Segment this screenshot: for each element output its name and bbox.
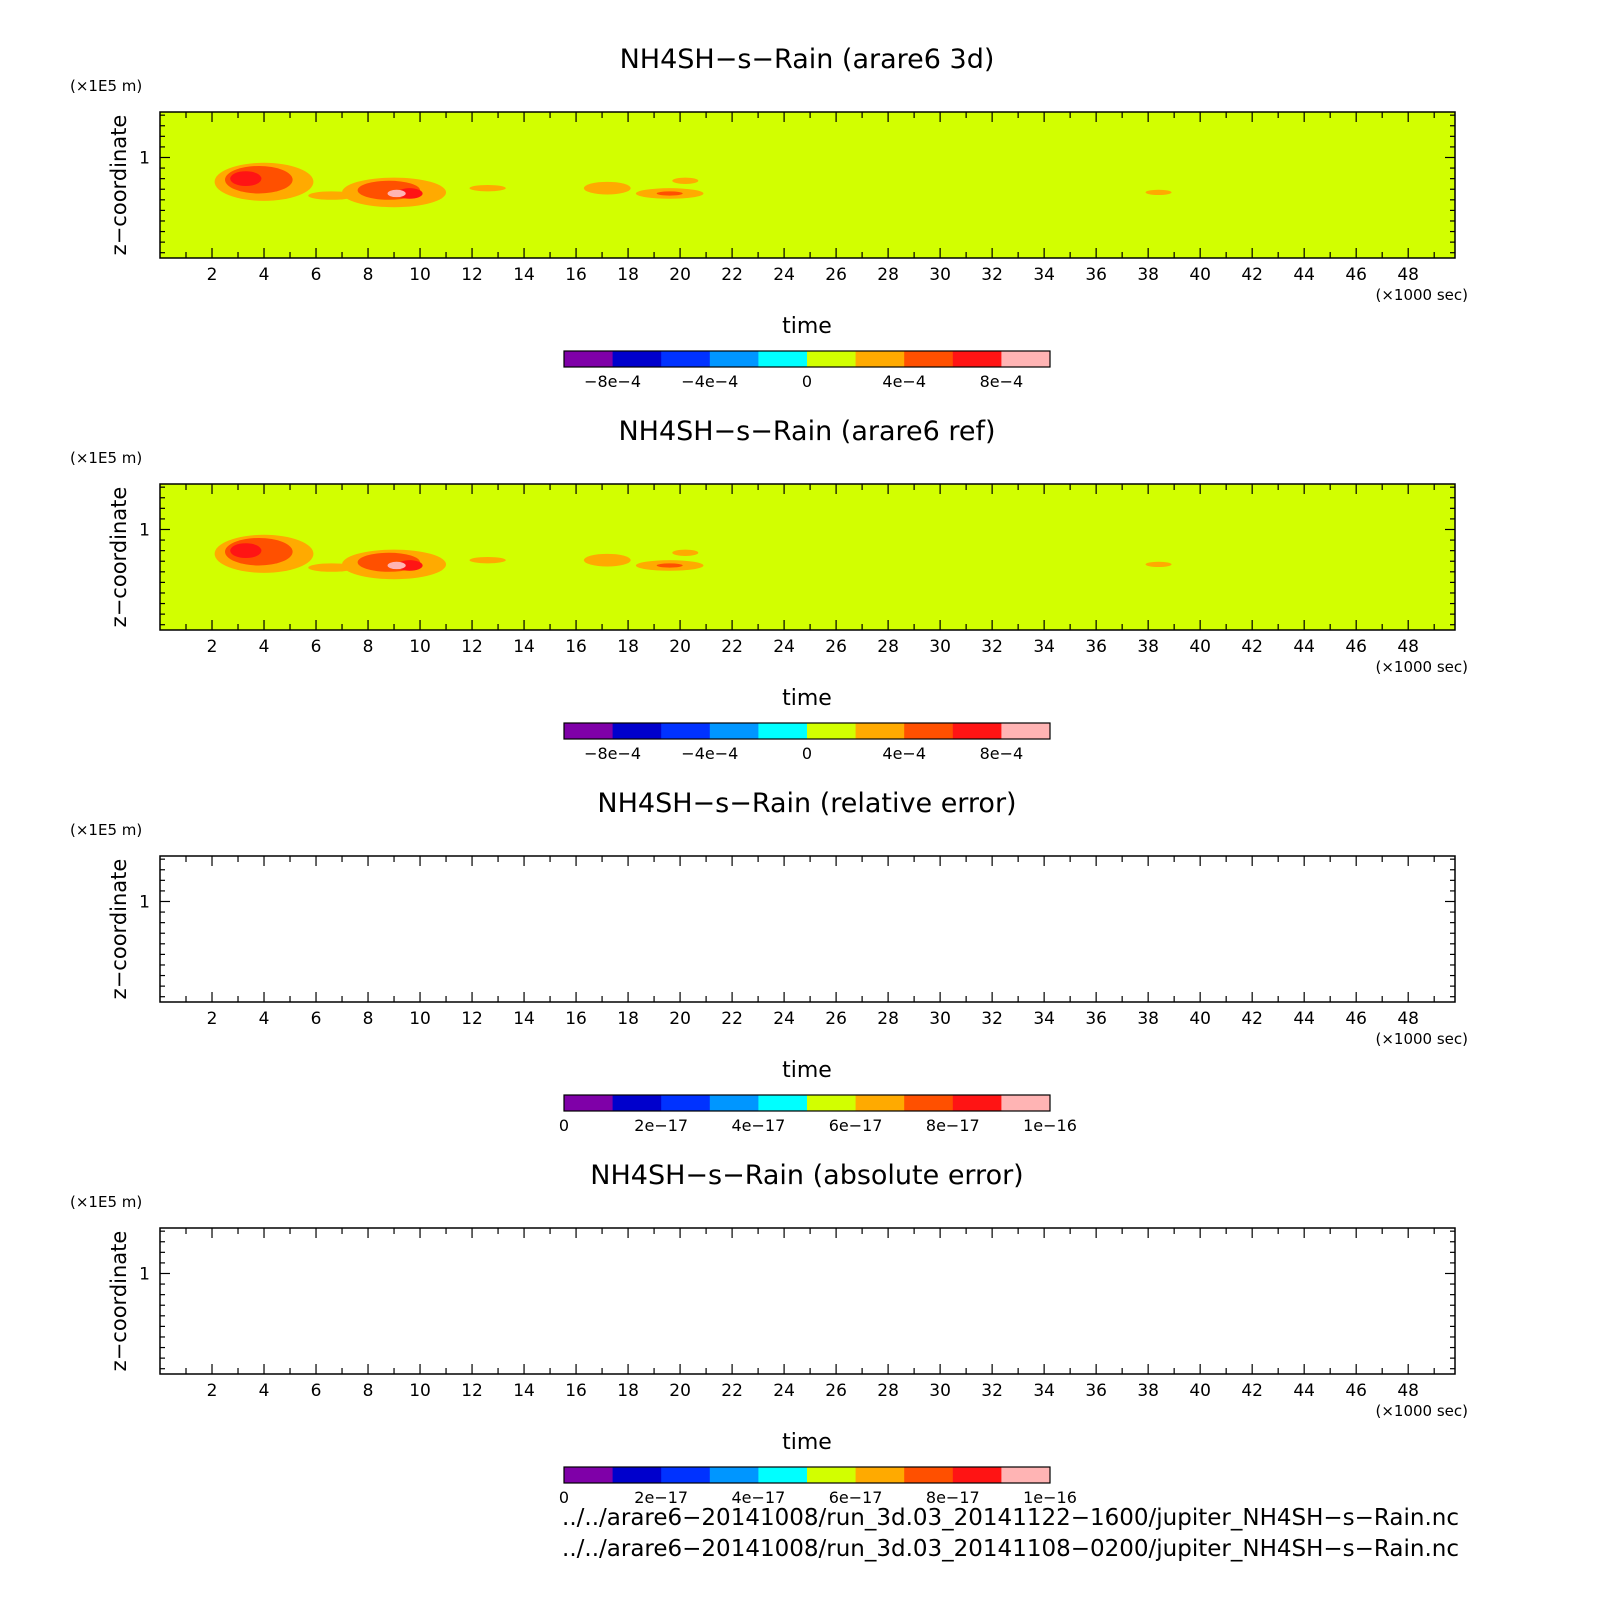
colorbar-swatch-3: [661, 1095, 710, 1111]
colorbar-swatch-5: [758, 1095, 807, 1111]
y-axis-label: z−coordinate: [107, 486, 131, 628]
x-tick-label: 36: [1085, 637, 1107, 657]
colorbar-swatch-6: [807, 723, 856, 739]
colorbar-swatch-2: [613, 1467, 662, 1483]
colorbar-swatch-1: [564, 351, 613, 367]
x-tick-label: 18: [617, 265, 639, 285]
x-tick-label: 30: [929, 1381, 951, 1401]
x-tick-label: 36: [1085, 265, 1107, 285]
x-tick-label: 46: [1345, 1009, 1368, 1029]
colorbar-swatch-5: [758, 1467, 807, 1483]
x-tick-label: 10: [409, 1009, 431, 1029]
x-tick-label: 42: [1241, 1381, 1263, 1401]
x-tick-label: 46: [1345, 265, 1368, 285]
colorbar-swatch-4: [710, 723, 759, 739]
x-tick-label: 42: [1241, 265, 1263, 285]
x-tick-label: 40: [1189, 265, 1211, 285]
x-tick-label: 6: [310, 1009, 322, 1029]
contour-region-13: [672, 550, 698, 556]
colorbar-swatch-5: [758, 723, 807, 739]
colorbar-swatch-8: [904, 1095, 953, 1111]
y-ticks: [160, 859, 1455, 997]
x-tick-label: 30: [929, 637, 951, 657]
contour-region-8: [388, 190, 406, 197]
x-tick-label: 48: [1397, 1009, 1420, 1029]
colorbar-tick-label: 8e−17: [925, 1116, 980, 1135]
colorbar-tick-label: 4e−17: [731, 1488, 786, 1507]
colorbar-swatch-7: [856, 1095, 905, 1111]
x-tick-label: 2: [206, 265, 218, 285]
x-tick-label: 2: [206, 1009, 218, 1029]
x-tick-label: 22: [721, 1381, 743, 1401]
x-tick-label: 44: [1293, 265, 1315, 285]
x-tick-label: 18: [617, 637, 639, 657]
x-tick-label: 32: [981, 1381, 1003, 1401]
x-tick-label: 16: [565, 1009, 587, 1029]
x-tick-label: 8: [362, 265, 374, 285]
x-tick-label: 8: [362, 637, 374, 657]
x-ticks: [186, 1228, 1434, 1374]
colorbar-swatch-4: [710, 1467, 759, 1483]
x-tick-label: 18: [617, 1009, 639, 1029]
colorbar-tick-label: 8e−4: [979, 372, 1024, 391]
colorbar-tick-label: 6e−17: [828, 1116, 883, 1135]
x-tick-label: 48: [1397, 265, 1420, 285]
x-tick-label: 22: [721, 265, 743, 285]
contour-region-12: [657, 191, 683, 195]
y-axis-label: z−coordinate: [107, 114, 131, 256]
x-tick-label: 4: [258, 637, 270, 657]
x-tick-label: 26: [825, 1381, 847, 1401]
y-axis-unit: (×1E5 m): [70, 449, 143, 467]
x-axis-label: time: [782, 1058, 832, 1083]
colorbar-tick-label: 0: [801, 372, 813, 391]
x-tick-label: 10: [409, 637, 431, 657]
contour-region-14: [1146, 562, 1172, 567]
x-axis-unit: (×1000 sec): [1375, 1402, 1468, 1420]
y-ticks: [160, 1231, 1455, 1369]
colorbar-swatch-1: [564, 723, 613, 739]
x-axis-unit: (×1000 sec): [1375, 286, 1468, 304]
x-tick-label: 28: [877, 1381, 899, 1401]
x-tick-label: 46: [1345, 1381, 1368, 1401]
x-tick-label: 34: [1033, 1381, 1055, 1401]
footer-file-path-2: ../../arare6−20141008/run_3d.03_20141108−0200/jupiter_NH4SH−s−Rain.nc: [562, 1536, 1459, 1562]
colorbar-tick-label: 6e−17: [828, 1488, 883, 1507]
x-tick-label: 10: [409, 1381, 431, 1401]
colorbar-swatch-6: [807, 1095, 856, 1111]
colorbar-swatch-4: [710, 1095, 759, 1111]
colorbar-swatch-7: [856, 723, 905, 739]
x-tick-label: 4: [258, 1381, 270, 1401]
y-tick-label: 1: [139, 1264, 150, 1285]
x-tick-label: 38: [1137, 1381, 1159, 1401]
colorbar-swatch-1: [564, 1467, 613, 1483]
x-tick-label: 6: [310, 637, 322, 657]
colorbar-tick-label: 0: [558, 1488, 570, 1507]
x-axis-unit: (×1000 sec): [1375, 658, 1468, 676]
y-axis-unit: (×1E5 m): [70, 821, 143, 839]
x-tick-label: 12: [461, 1381, 483, 1401]
chart-panel-2: [70, 416, 1468, 763]
contour-region-14: [1146, 190, 1172, 195]
y-axis-label: z−coordinate: [107, 1230, 131, 1372]
chart-title: NH4SH−s−Rain (arare6 ref): [618, 416, 996, 447]
x-tick-label: 26: [825, 265, 847, 285]
colorbar-tick-label: 2e−17: [634, 1488, 689, 1507]
colorbar-swatch-7: [856, 351, 905, 367]
x-tick-label: 4: [258, 1009, 270, 1029]
y-axis-unit: (×1E5 m): [70, 77, 143, 95]
x-tick-label: 30: [929, 1009, 951, 1029]
x-tick-label: 28: [877, 1009, 899, 1029]
colorbar-swatch-10: [1001, 1095, 1050, 1111]
x-tick-label: 44: [1293, 637, 1315, 657]
x-tick-label: 2: [206, 1381, 218, 1401]
colorbar-tick-label: 1e−16: [1023, 1116, 1077, 1135]
y-axis-unit: (×1E5 m): [70, 1193, 143, 1211]
x-tick-label: 26: [825, 1009, 847, 1029]
contour-region-13: [672, 178, 698, 184]
x-tick-label: 42: [1241, 637, 1263, 657]
contour-region-8: [388, 562, 406, 569]
colorbar-swatch-10: [1001, 1467, 1050, 1483]
colorbar-swatch-3: [661, 351, 710, 367]
contour-region-9: [469, 557, 505, 563]
x-tick-label: 36: [1085, 1381, 1107, 1401]
colorbar-swatch-9: [953, 1467, 1002, 1483]
colorbar-swatch-9: [953, 723, 1002, 739]
colorbar: [564, 351, 1051, 391]
x-tick-label: 34: [1033, 1009, 1055, 1029]
x-tick-label: 46: [1345, 637, 1368, 657]
contour-region-10: [584, 554, 631, 567]
x-tick-label: 40: [1189, 1381, 1211, 1401]
colorbar-swatch-8: [904, 351, 953, 367]
x-tick-label: 32: [981, 637, 1003, 657]
chart-panel-1: [70, 44, 1468, 391]
contour-region-10: [584, 182, 631, 195]
colorbar-swatch-1: [564, 1095, 613, 1111]
x-tick-label: 48: [1397, 1381, 1420, 1401]
colorbar-tick-label: −4e−4: [681, 372, 739, 391]
colorbar-tick-label: 0: [801, 744, 813, 763]
colorbar-swatch-9: [953, 351, 1002, 367]
x-tick-label: 16: [565, 1381, 587, 1401]
colorbar-tick-label: 4e−4: [882, 372, 927, 391]
x-axis-label: time: [782, 314, 832, 339]
colorbar-swatch-10: [1001, 723, 1050, 739]
x-tick-label: 4: [258, 265, 270, 285]
colorbar-tick-label: −4e−4: [681, 744, 739, 763]
x-tick-label: 38: [1137, 265, 1159, 285]
x-tick-label: 14: [513, 1009, 535, 1029]
chart-panel-3: [70, 788, 1468, 1135]
x-tick-label: 24: [773, 265, 795, 285]
colorbar: [559, 1467, 1077, 1507]
colorbar-swatch-6: [807, 1467, 856, 1483]
colorbar-tick-label: 4e−17: [731, 1116, 786, 1135]
x-tick-label: 14: [513, 637, 535, 657]
x-axis-label: time: [782, 686, 832, 711]
plot-frame: [160, 1228, 1455, 1374]
x-tick-label: 34: [1033, 637, 1055, 657]
x-tick-label: 10: [409, 265, 431, 285]
y-tick-label: 1: [139, 892, 150, 913]
colorbar-swatch-7: [856, 1467, 905, 1483]
colorbar: [564, 723, 1051, 763]
x-tick-label: 36: [1085, 1009, 1107, 1029]
colorbar-tick-label: −8e−4: [584, 372, 642, 391]
x-tick-label: 42: [1241, 1009, 1263, 1029]
colorbar-tick-label: 2e−17: [634, 1116, 689, 1135]
contour-region-12: [657, 563, 683, 567]
colorbar-tick-label: −8e−4: [584, 744, 642, 763]
x-tick-label: 22: [721, 637, 743, 657]
chart-panel-4: [70, 1160, 1468, 1507]
x-tick-label: 38: [1137, 637, 1159, 657]
colorbar-tick-label: 0: [558, 1116, 570, 1135]
colorbar-tick-label: 4e−4: [882, 744, 927, 763]
x-tick-label: 20: [669, 1009, 691, 1029]
x-ticks: [186, 856, 1434, 1002]
colorbar-swatch-9: [953, 1095, 1002, 1111]
colorbar-swatch-2: [613, 351, 662, 367]
x-tick-label: 8: [362, 1381, 374, 1401]
colorbar-swatch-10: [1001, 351, 1050, 367]
colorbar-tick-label: 8e−17: [925, 1488, 980, 1507]
x-tick-label: 48: [1397, 637, 1420, 657]
colorbar-swatch-6: [807, 351, 856, 367]
x-tick-label: 12: [461, 265, 483, 285]
x-tick-label: 28: [877, 265, 899, 285]
x-tick-label: 12: [461, 637, 483, 657]
x-tick-label: 14: [513, 1381, 535, 1401]
chart-title: NH4SH−s−Rain (absolute error): [590, 1160, 1024, 1191]
colorbar-swatch-4: [710, 351, 759, 367]
x-axis-unit: (×1000 sec): [1375, 1030, 1468, 1048]
x-tick-label: 14: [513, 265, 535, 285]
x-tick-label: 24: [773, 637, 795, 657]
colorbar-swatch-2: [613, 723, 662, 739]
chart-title: NH4SH−s−Rain (arare6 3d): [619, 44, 995, 75]
y-tick-label: 1: [139, 148, 150, 169]
x-tick-label: 20: [669, 637, 691, 657]
colorbar-swatch-5: [758, 351, 807, 367]
x-tick-label: 40: [1189, 637, 1211, 657]
x-tick-label: 32: [981, 265, 1003, 285]
x-tick-label: 24: [773, 1381, 795, 1401]
x-tick-label: 44: [1293, 1009, 1315, 1029]
x-tick-label: 28: [877, 637, 899, 657]
x-tick-label: 30: [929, 265, 951, 285]
x-tick-label: 24: [773, 1009, 795, 1029]
x-tick-label: 2: [206, 637, 218, 657]
x-tick-label: 16: [565, 265, 587, 285]
x-tick-label: 26: [825, 637, 847, 657]
x-axis-label: time: [782, 1430, 832, 1455]
x-tick-label: 22: [721, 1009, 743, 1029]
colorbar-tick-label: 8e−4: [979, 744, 1024, 763]
colorbar: [559, 1095, 1077, 1135]
x-tick-label: 44: [1293, 1381, 1315, 1401]
x-tick-label: 12: [461, 1009, 483, 1029]
x-tick-label: 34: [1033, 265, 1055, 285]
plot-frame: [160, 856, 1455, 1002]
contour-region-3: [230, 171, 261, 186]
x-tick-label: 16: [565, 637, 587, 657]
y-axis-label: z−coordinate: [107, 858, 131, 1000]
footer-file-path-1: ../../arare6−20141008/run_3d.03_20141122−1600/jupiter_NH4SH−s−Rain.nc: [562, 1505, 1459, 1531]
x-tick-label: 6: [310, 265, 322, 285]
x-tick-label: 20: [669, 1381, 691, 1401]
y-tick-label: 1: [139, 520, 150, 541]
colorbar-swatch-2: [613, 1095, 662, 1111]
contour-region-3: [230, 543, 261, 558]
colorbar-swatch-3: [661, 723, 710, 739]
x-tick-label: 32: [981, 1009, 1003, 1029]
chart-title: NH4SH−s−Rain (relative error): [597, 788, 1017, 819]
x-tick-label: 6: [310, 1381, 322, 1401]
colorbar-swatch-8: [904, 723, 953, 739]
x-tick-label: 18: [617, 1381, 639, 1401]
colorbar-tick-label: 1e−16: [1023, 1488, 1077, 1507]
x-tick-label: 8: [362, 1009, 374, 1029]
x-tick-label: 20: [669, 265, 691, 285]
x-tick-label: 38: [1137, 1009, 1159, 1029]
x-tick-label: 40: [1189, 1009, 1211, 1029]
colorbar-swatch-3: [661, 1467, 710, 1483]
contour-region-9: [469, 185, 505, 191]
colorbar-swatch-8: [904, 1467, 953, 1483]
